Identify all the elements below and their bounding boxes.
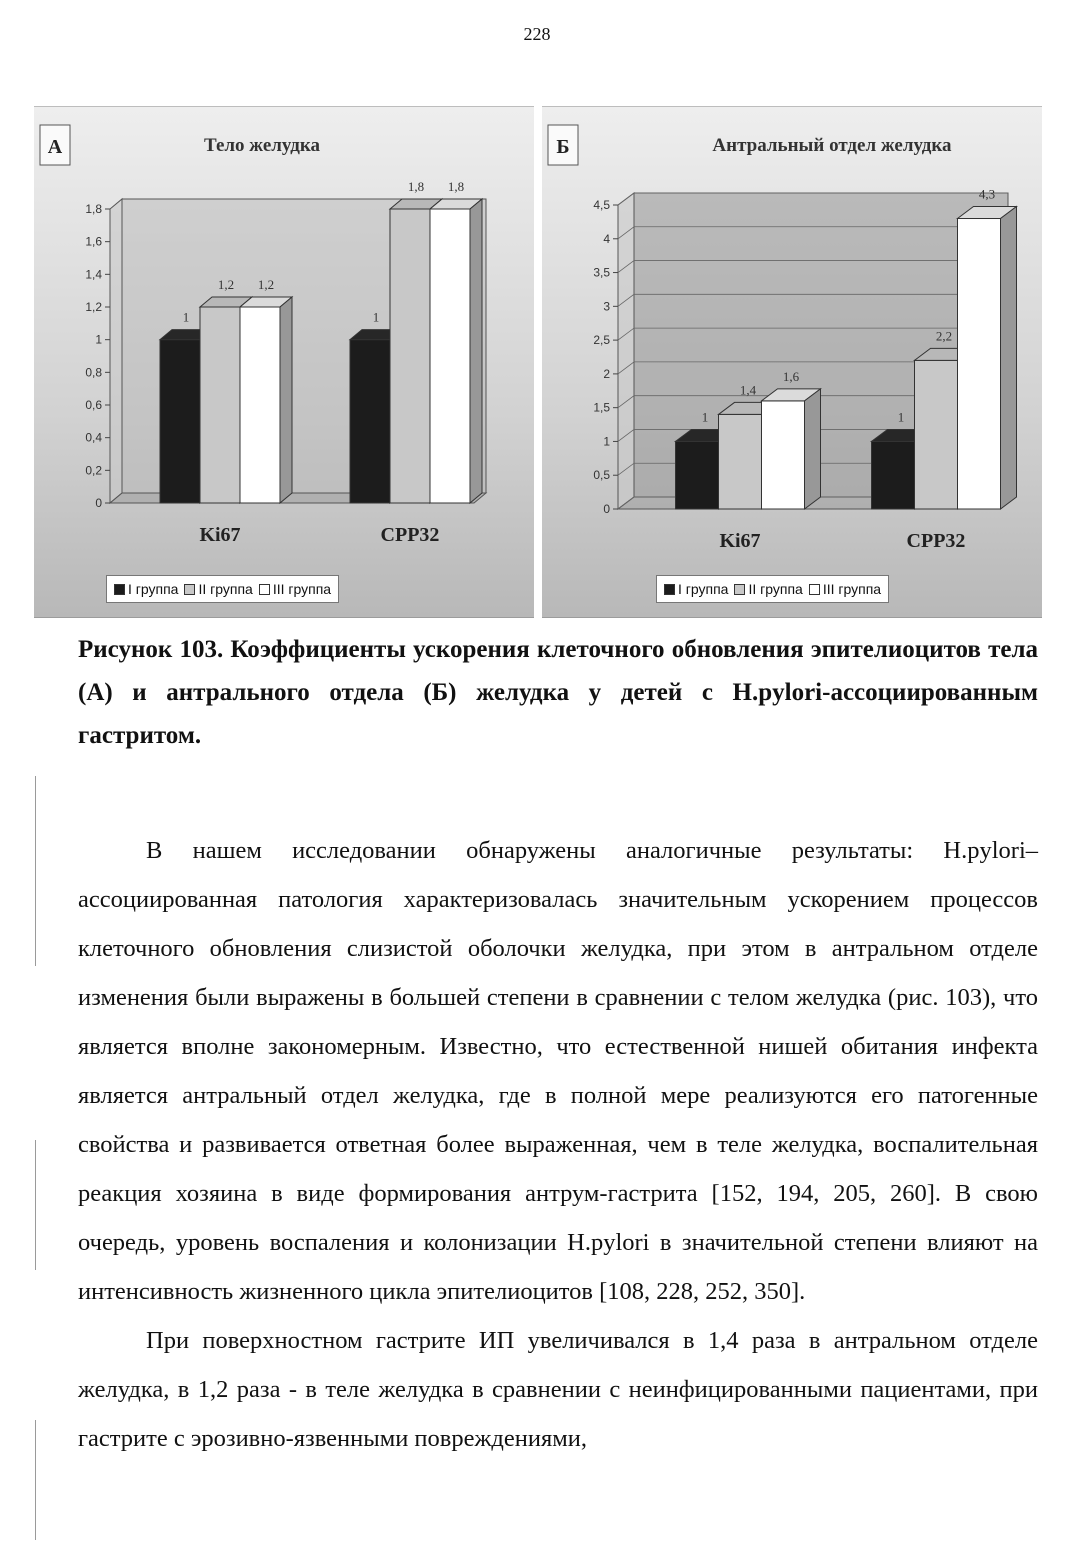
bar-front — [915, 360, 958, 509]
y-tick-label: 2 — [603, 366, 610, 381]
margin-rule — [35, 776, 36, 966]
y-tick-label: 1,6 — [85, 234, 102, 249]
bar-value-label: 1 — [372, 309, 380, 325]
bar-front — [958, 219, 1001, 509]
y-tick-label: 0,5 — [593, 468, 610, 483]
legend-swatch-group-2 — [734, 584, 745, 595]
chart-b-legend — [656, 575, 889, 603]
bar-front — [350, 340, 390, 503]
y-tick-label: 1 — [95, 332, 102, 347]
bar-value-label: 1,2 — [217, 277, 235, 292]
y-tick-label: 2,5 — [593, 333, 610, 348]
legend-item-group-1 — [114, 581, 178, 597]
bar-value-label: 2,2 — [935, 328, 953, 344]
bar-value-label: 1,4 — [739, 382, 757, 398]
y-tick-label: 0 — [603, 502, 610, 516]
legend-label-group-3: III группа — [272, 581, 332, 597]
bar-value-label: 1 — [182, 309, 190, 325]
y-tick-label: 1,4 — [85, 267, 102, 282]
bar-side — [280, 297, 292, 503]
chart-panel-a — [34, 106, 534, 618]
bar-front — [200, 307, 240, 503]
chart-side-wall — [110, 199, 122, 503]
legend-item-group-1 — [664, 581, 728, 597]
bar-front — [872, 441, 915, 509]
bar-front — [719, 414, 762, 509]
legend-swatch-group-3 — [259, 584, 270, 595]
chart-side-wall — [618, 193, 634, 509]
chart-panel-b — [542, 106, 1042, 618]
panel-letter: А — [47, 136, 63, 158]
bar-value-label: 4,3 — [978, 186, 996, 202]
legend-swatch-group-1 — [114, 584, 125, 595]
margin-rule — [35, 1140, 36, 1270]
legend-swatch-group-1 — [664, 584, 675, 595]
x-category-label: Ki67 — [199, 524, 241, 546]
y-tick-label: 1,8 — [85, 202, 102, 216]
legend-item-group-3 — [809, 581, 881, 597]
bar-value-label: 1,2 — [257, 277, 275, 292]
bar-value-label: 1,8 — [447, 179, 465, 194]
figure-caption-text: Коэффициенты ускорения клеточного обновления эпителиоцитов тела (А) и антрального отдела (Б) желудка у детей с H.pylori-ассоциированным гастритом. — [78, 636, 1038, 749]
body-paragraph-2: При поверхностном гастрите ИП увеличивался в 1,4 раза в антральном отделе желудка, в 1,2 раза - в теле желудка в сравнении с неинфицированными пациентами, при гастрите с эрозивно-язвенными повреждениями, — [78, 1327, 1038, 1452]
y-tick-label: 0,6 — [85, 398, 102, 412]
y-tick-label: 4,5 — [593, 198, 610, 212]
y-tick-label: 3,5 — [593, 265, 610, 280]
legend-label-group-1: I группа — [678, 581, 729, 597]
y-tick-label: 3 — [603, 299, 610, 314]
chart-title: Тело желудка — [204, 135, 320, 156]
bar-front — [160, 340, 200, 503]
chart-a-svg — [34, 107, 534, 617]
chart-a-legend — [106, 575, 339, 603]
x-category-label: CPP32 — [906, 530, 966, 552]
bar-value-label: 1 — [701, 409, 709, 425]
y-tick-label: 1 — [603, 434, 610, 449]
chart-b-svg — [542, 107, 1042, 617]
y-tick-label: 0,4 — [85, 430, 102, 445]
figure-caption — [78, 628, 1038, 757]
legend-label-group-1: I группа — [128, 581, 179, 597]
figure-caption-label: Рисунок 103. — [78, 636, 224, 663]
body-text — [78, 826, 1038, 1463]
x-category-label: Ki67 — [719, 530, 761, 552]
bar-side — [805, 389, 821, 509]
body-paragraph-1: В нашем исследовании обнаружены аналогичные результаты: H.pylori–ассоциированная патология характеризовалась значительным ускорением процессов клеточного обновления слизистой оболочки желудка, при этом в антральном отделе изменения были выражены в большей степени в сравнении с телом желудка (рис. 103), что является вполне закономерным. Известно, что естественной нишей обитания инфекта является антральный отдел желудка, где в полной мере реализуются его патогенные свойства и развивается ответная более выраженная, чем в теле желудка, воспалительная реакция хозяина в виде формирования антрум-гастрита [152, 194, 205, 260]. В свою очередь, уровень воспаления и колонизации H.pylori в значительной степени влияют на интенсивность жизненного цикла эпителиоцитов [108, 228, 252, 350]. — [78, 837, 1038, 1305]
y-tick-label: 0,8 — [85, 365, 102, 380]
margin-rule — [35, 1420, 36, 1540]
bar-side — [470, 199, 482, 503]
bar-front — [676, 441, 719, 509]
y-tick-label: 1,2 — [85, 300, 102, 314]
legend-swatch-group-3 — [809, 584, 820, 595]
figure-103 — [34, 106, 1042, 616]
legend-swatch-group-2 — [184, 584, 195, 595]
bar-front — [390, 209, 430, 503]
panel-letter: Б — [556, 136, 570, 158]
y-tick-label: 1,5 — [593, 400, 610, 415]
legend-item-group-2 — [734, 581, 802, 597]
y-tick-label: 0,2 — [85, 463, 102, 478]
bar-side — [1001, 207, 1017, 509]
bar-front — [762, 401, 805, 509]
bar-value-label: 1,8 — [407, 179, 425, 194]
x-category-label: CPP32 — [380, 524, 440, 546]
bar-front — [430, 209, 470, 503]
bar-front — [240, 307, 280, 503]
legend-label-group-2: II группа — [748, 581, 803, 597]
bar-value-label: 1 — [897, 409, 905, 425]
y-tick-label: 0 — [95, 496, 102, 510]
legend-item-group-2 — [184, 581, 252, 597]
legend-label-group-2: II группа — [198, 581, 253, 597]
legend-item-group-3 — [259, 581, 331, 597]
chart-title: Антральный отдел желудка — [712, 135, 952, 156]
legend-label-group-3: III группа — [822, 581, 882, 597]
page-number: 228 — [523, 24, 551, 44]
bar-value-label: 1,6 — [782, 368, 800, 384]
y-tick-label: 4 — [603, 231, 610, 246]
